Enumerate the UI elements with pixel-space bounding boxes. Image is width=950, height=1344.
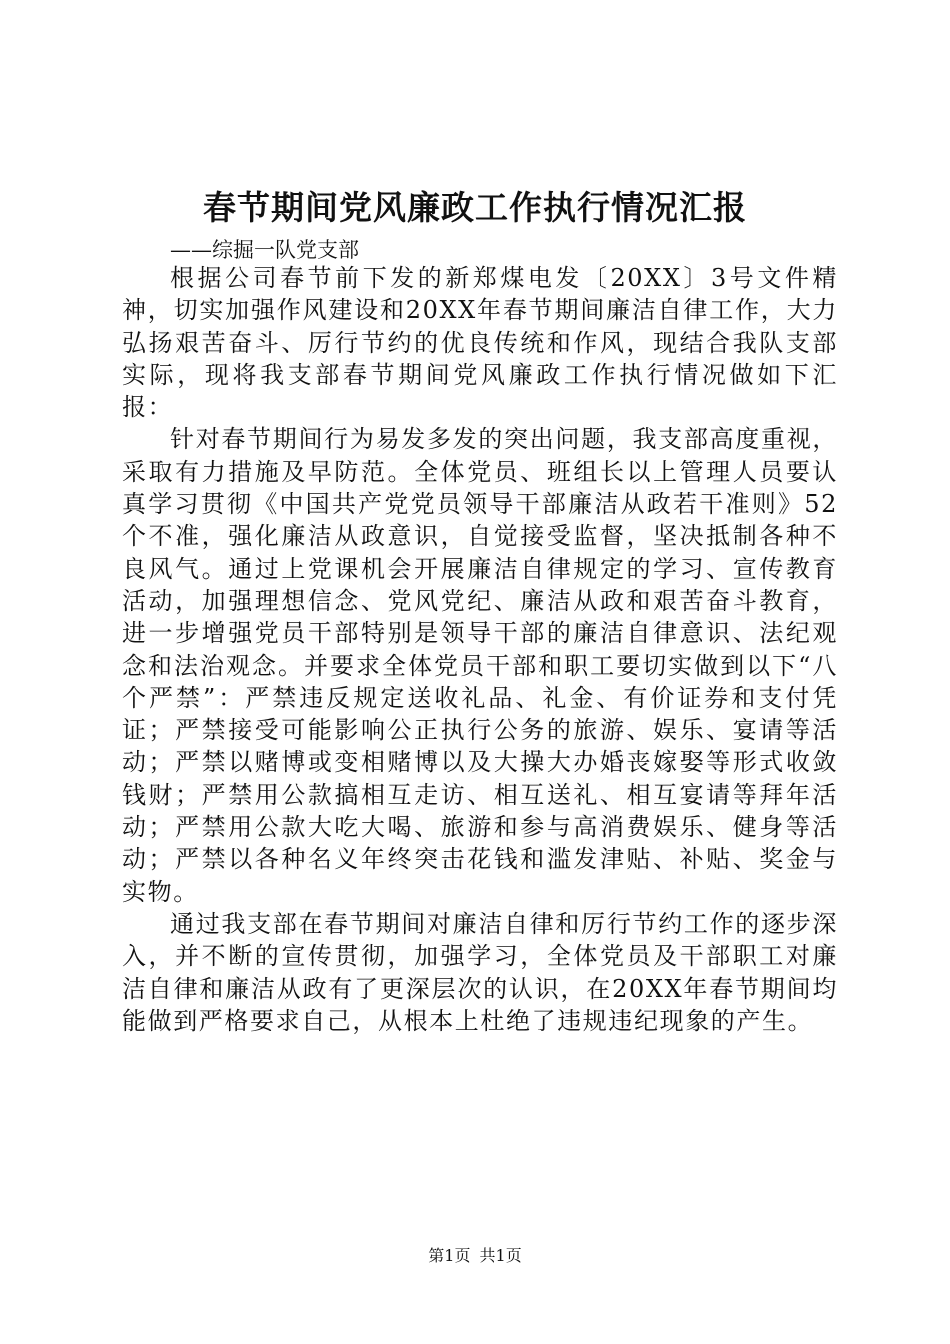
paragraph: 通过我支部在春节期间对廉洁自律和厉行节约工作的逐步深入，并不断的宣传贯彻，加强学习，全体党员及干部职工对廉洁自律和廉洁从政有了更深层次的认识，在20XX年春节期间均能做到严格要求自己，从根本上杜绝了违规违纪现象的产生。 (122, 909, 838, 1035)
page-number: 第1页 (428, 1246, 471, 1265)
document-body (122, 262, 838, 1037)
document-title: 春节期间党风廉政工作执行情况汇报 (203, 188, 747, 227)
document-subtitle: ——综掘一队党支部 (170, 238, 359, 262)
paragraph: 根据公司春节前下发的新郑煤电发〔20XX〕3号文件精神，切实加强作风建设和20XX年春节期间廉洁自律工作，大力弘扬艰苦奋斗、厉行节约的优良传统和作风，现结合我队支部实际，现将我支部春节期间党风廉政工作执行情况做如下汇报： (122, 264, 838, 422)
page-footer (0, 1245, 950, 1267)
paragraph: 针对春节期间行为易发多发的突出问题，我支部高度重视，采取有力措施及早防范。全体党员、班组长以上管理人员要认真学习贯彻《中国共产党党员领导干部廉洁从政若干准则》52个不准，强化廉洁从政意识，自觉接受监督，坚决抵制各种不良风气。通过上党课机会开展廉洁自律规定的学习、宣传教育活动，加强理想信念、党风党纪、廉洁从政和艰苦奋斗教育，进一步增强党员干部特别是领导干部的廉洁自律意识、法纪观念和法治观念。并要求全体党员干部和职工要切实做到以下“八个严禁”：严禁违反规定送收礼品、礼金、有价证券和支付凭证；严禁接受可能影响公正执行公务的旅游、娱乐、宴请等活动；严禁以赌博或变相赌博以及大操大办婚丧嫁娶等形式收敛钱财；严禁用公款搞相互走访、相互送礼、相互宴请等拜年活动；严禁用公款大吃大喝、旅游和参与高消费娱乐、健身等活动；严禁以各种名义年终突击花钱和滥发津贴、补贴、奖金与实物。 (122, 425, 838, 906)
page-total: 共1页 (479, 1246, 522, 1265)
